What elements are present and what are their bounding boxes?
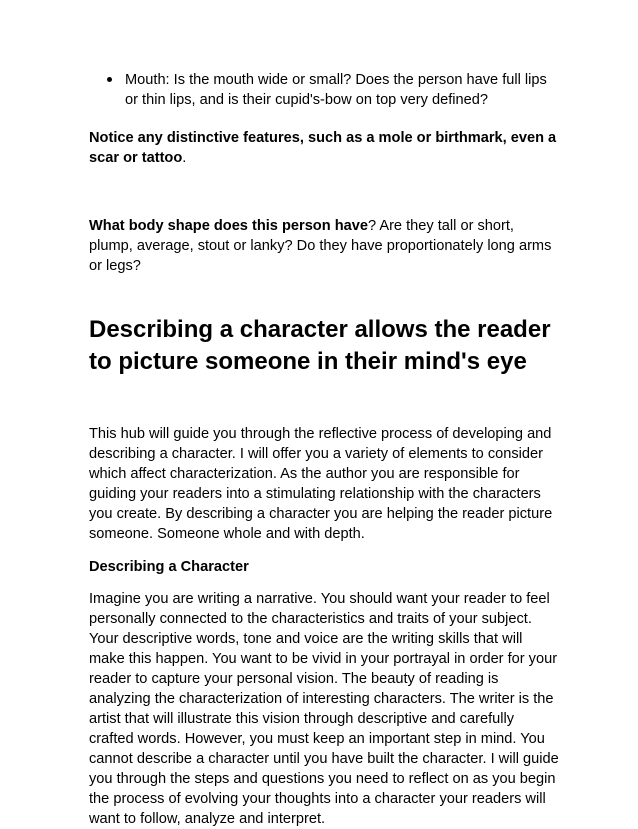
document-page: [89, 70, 559, 829]
body-shape-bold-text: What body shape does this person have: [89, 218, 368, 234]
body-shape-tail-text: ? Are they tall or short, plump, average, stout or lanky? Do they have proportionately long arms or legs?: [89, 218, 552, 274]
bullet-dot-icon: [107, 77, 112, 82]
notice-paragraph: [89, 128, 559, 168]
notice-bold-text: Notice any distinctive features, such as a mole or birthmark, even a scar or tattoo: [89, 130, 557, 166]
imagine-paragraph: Imagine you are writing a narrative. You should want your reader to feel personally connected to the characteristics and traits of your subject. Your descriptive words, tone and voice are the writing skills that will make this happen. You want to be vivid in your portrayal in order for your reader to capture your personal vision. The beauty of reading is analyzing the characterization of interesting characters. The writer is the artist that will illustrate this vision through descriptive and carefully crafted words. However, you must keep an important step in mind. You cannot describe a character until you have built the character. I will guide you through the steps and questions you need to reflect on as you begin the process of evolving your thoughts into a character your readers will want to follow, analyze and interpret.: [89, 591, 559, 827]
bullet-item-mouth: [89, 70, 559, 110]
subheading: Describing a Character: [89, 559, 249, 575]
hub-paragraph: This hub will guide you through the reflective process of developing and describing a character. I will offer you a variety of elements to consider which affect characterization. As the author you are responsible for guiding your readers into a stimulating relationship with the characters you create. By describing a character you are helping the reader picture someone. Someone whole and with depth.: [89, 426, 553, 542]
bullet-text: Mouth: Is the mouth wide or small? Does the person have full lips or thin lips, and is their cupid's-bow on top very defined?: [125, 72, 547, 108]
feature-bullet-list: [89, 70, 559, 110]
section-heading: Describing a character allows the reader to picture someone in their mind's eye: [89, 316, 551, 375]
body-shape-paragraph: [89, 216, 559, 276]
notice-tail-text: .: [182, 150, 187, 166]
